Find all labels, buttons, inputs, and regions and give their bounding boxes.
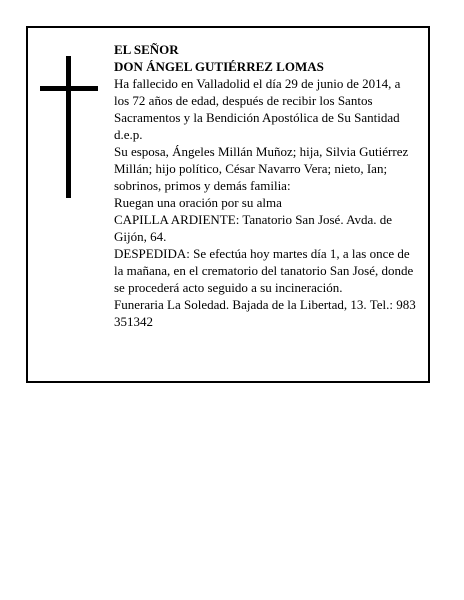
- notice-heading-name: DON ÁNGEL GUTIÉRREZ LOMAS: [114, 59, 324, 74]
- notice-heading-title: EL SEÑOR: [114, 42, 179, 57]
- prayer-request: Ruegan una oración por su alma: [114, 195, 282, 210]
- family-list: Su esposa, Ángeles Millán Muñoz; hija, Silvia Gutiérrez Millán; hijo político, César Navarro Vera; nieto, Ian; sobrinos, primos y demás familia:: [114, 144, 409, 193]
- notice-text: [114, 41, 418, 330]
- funeral-home-info: Funeraria La Soledad. Bajada de la Libertad, 13. Tel.: 983 351342: [114, 297, 416, 329]
- cross-horizontal-bar: [40, 86, 98, 91]
- death-announcement: Ha fallecido en Valladolid el día 29 de junio de 2014, a los 72 años de edad, después de recibir los Santos Sacramentos y la Bendición Apostólica de Su Santidad d.e.p.: [114, 76, 401, 142]
- cross-vertical-bar: [66, 56, 71, 198]
- obituary-notice: [26, 26, 430, 383]
- farewell-info: DESPEDIDA: Se efectúa hoy martes día 1, a las once de la mañana, en el crematorio del tanatorio San José, donde se procederá acto seguido a su incineración.: [114, 246, 414, 295]
- latin-cross-icon: [40, 56, 100, 198]
- chapel-info: CAPILLA ARDIENTE: Tanatorio San José. Avda. de Gijón, 64.: [114, 212, 393, 244]
